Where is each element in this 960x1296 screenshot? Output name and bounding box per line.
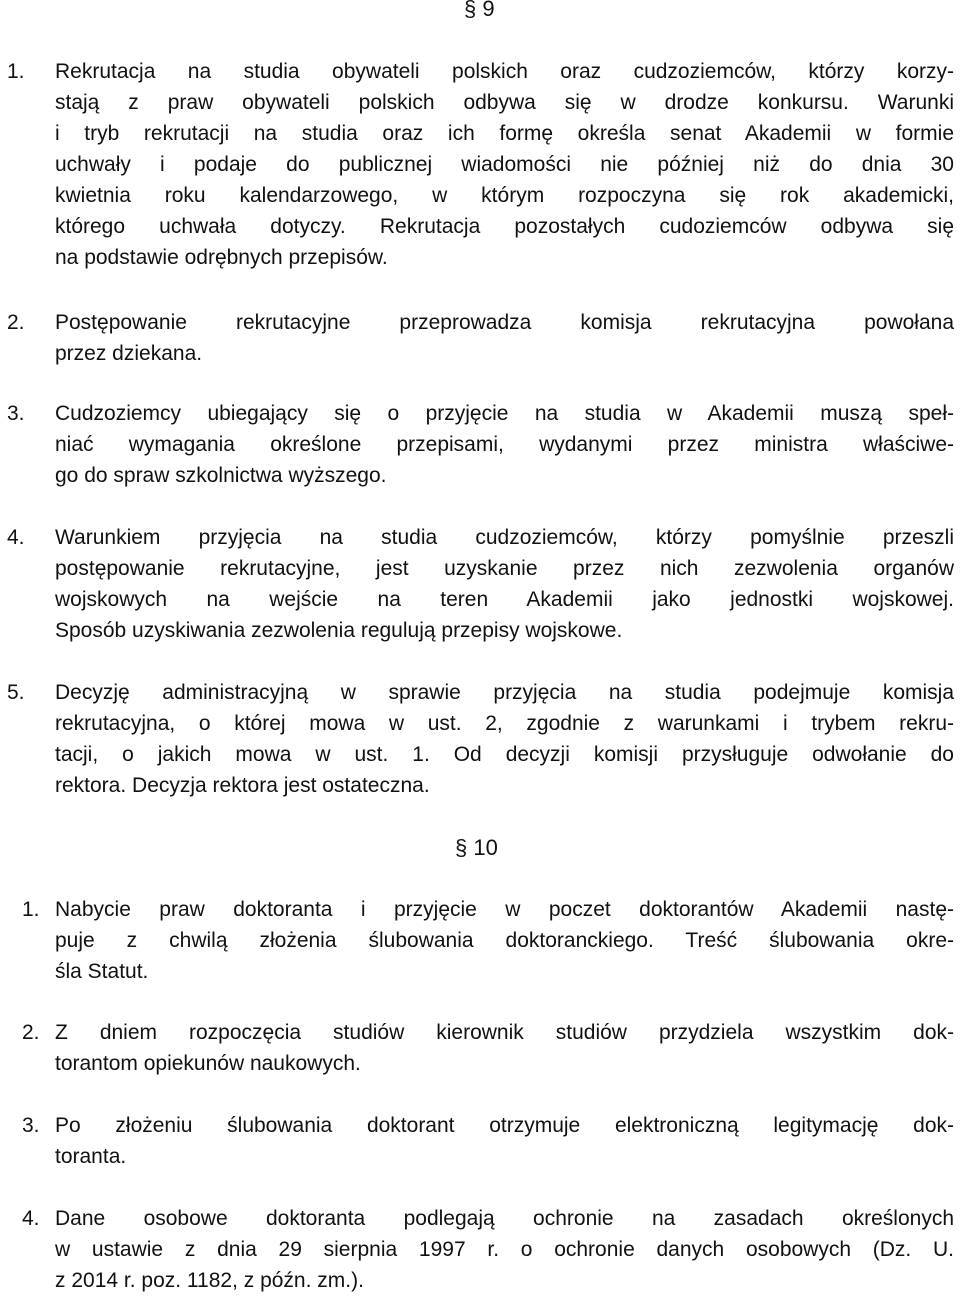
- text-line: uchwały i podaje do publicznej wiadomości nie później niż do dnia 30: [55, 153, 954, 176]
- text-line: Nabycie praw doktoranta i przyjęcie w poczet doktorantów Akademii nastę-: [55, 898, 954, 921]
- text-line: puje z chwilą złożenia ślubowania doktoranckiego. Treść ślubowania okre-: [55, 929, 954, 952]
- text-line: niać wymagania określone przepisami, wydanymi przez ministra właściwe-: [55, 433, 954, 456]
- item-text: [55, 56, 954, 273]
- text-line: go do spraw szkolnictwa wyższego.: [55, 464, 387, 487]
- text-line: Decyzję administracyjną w sprawie przyjęcia na studia podejmuje komisja: [55, 681, 954, 704]
- text-line: toranta.: [55, 1145, 127, 1168]
- text-line: Cudzoziemcy ubiegający się o przyjęcie na studia w Akademii muszą speł-: [55, 402, 954, 425]
- text-line: Sposób uzyskiwania zezwolenia regulują przepisy wojskowe.: [55, 619, 623, 642]
- text-line: na podstawie odrębnych przepisów.: [55, 246, 388, 269]
- text-line: rektora. Decyzja rektora jest ostateczna.: [55, 774, 430, 797]
- item-number: 3.: [22, 1114, 40, 1137]
- item-number: 4.: [7, 526, 25, 549]
- text-line: śla Statut.: [55, 960, 149, 983]
- item-number: 3.: [7, 402, 25, 425]
- text-line: Rekrutacja na studia obywateli polskich oraz cudzoziemców, którzy korzy-: [55, 60, 954, 83]
- item-text: [55, 677, 954, 801]
- text-line: tacji, o jakich mowa w ust. 1. Od decyzji komisji przysługuje odwołanie do: [55, 743, 954, 766]
- section-heading-10: § 10: [455, 835, 498, 860]
- text-line: w ustawie z dnia 29 sierpnia 1997 r. o ochronie danych osobowych (Dz. U.: [55, 1238, 954, 1261]
- text-line: z 2014 r. poz. 1182, z późn. zm.).: [55, 1269, 364, 1292]
- section-heading-9: § 9: [464, 0, 495, 21]
- item-text: [55, 1017, 954, 1079]
- item-text: [55, 1110, 954, 1172]
- text-line: i tryb rekrutacji na studia oraz ich formę określa senat Akademii w formie: [55, 122, 954, 145]
- item-number: 2.: [7, 311, 25, 334]
- item-text: [55, 894, 954, 987]
- text-line: którego uchwała dotyczy. Rekrutacja pozostałych cudoziemców odbywa się: [55, 215, 954, 238]
- item-number: 1.: [22, 898, 40, 921]
- item-text: [55, 307, 954, 369]
- text-line: torantom opiekunów naukowych.: [55, 1052, 361, 1075]
- text-line: Dane osobowe doktoranta podlegają ochronie na zasadach określonych: [55, 1207, 954, 1230]
- item-number: 2.: [22, 1021, 40, 1044]
- text-line: wojskowych na wejście na teren Akademii jako jednostki wojskowej.: [55, 588, 954, 611]
- text-line: Z dniem rozpoczęcia studiów kierownik studiów przydziela wszystkim dok-: [55, 1021, 954, 1044]
- text-line: stają z praw obywateli polskich odbywa się w drodze konkursu. Warunki: [55, 91, 954, 114]
- text-line: rekrutacyjna, o której mowa w ust. 2, zgodnie z warunkami i trybem rekru-: [55, 712, 954, 735]
- text-line: postępowanie rekrutacyjne, jest uzyskanie przez nich zezwolenia organów: [55, 557, 954, 580]
- item-text: [55, 522, 954, 646]
- text-line: Warunkiem przyjęcia na studia cudzoziemców, którzy pomyślnie przeszli: [55, 526, 954, 549]
- item-number: 5.: [7, 681, 25, 704]
- item-text: [55, 398, 954, 491]
- text-line: przez dziekana.: [55, 342, 203, 365]
- item-text: [55, 1203, 954, 1296]
- text-line: kwietnia roku kalendarzowego, w którym rozpoczyna się rok akademicki,: [55, 184, 954, 207]
- text-line: Postępowanie rekrutacyjne przeprowadza komisja rekrutacyjna powołana: [55, 311, 954, 334]
- text-line: Po złożeniu ślubowania doktorant otrzymuje elektroniczną legitymację dok-: [55, 1114, 954, 1137]
- item-number: 1.: [7, 60, 25, 83]
- item-number: 4.: [22, 1207, 40, 1230]
